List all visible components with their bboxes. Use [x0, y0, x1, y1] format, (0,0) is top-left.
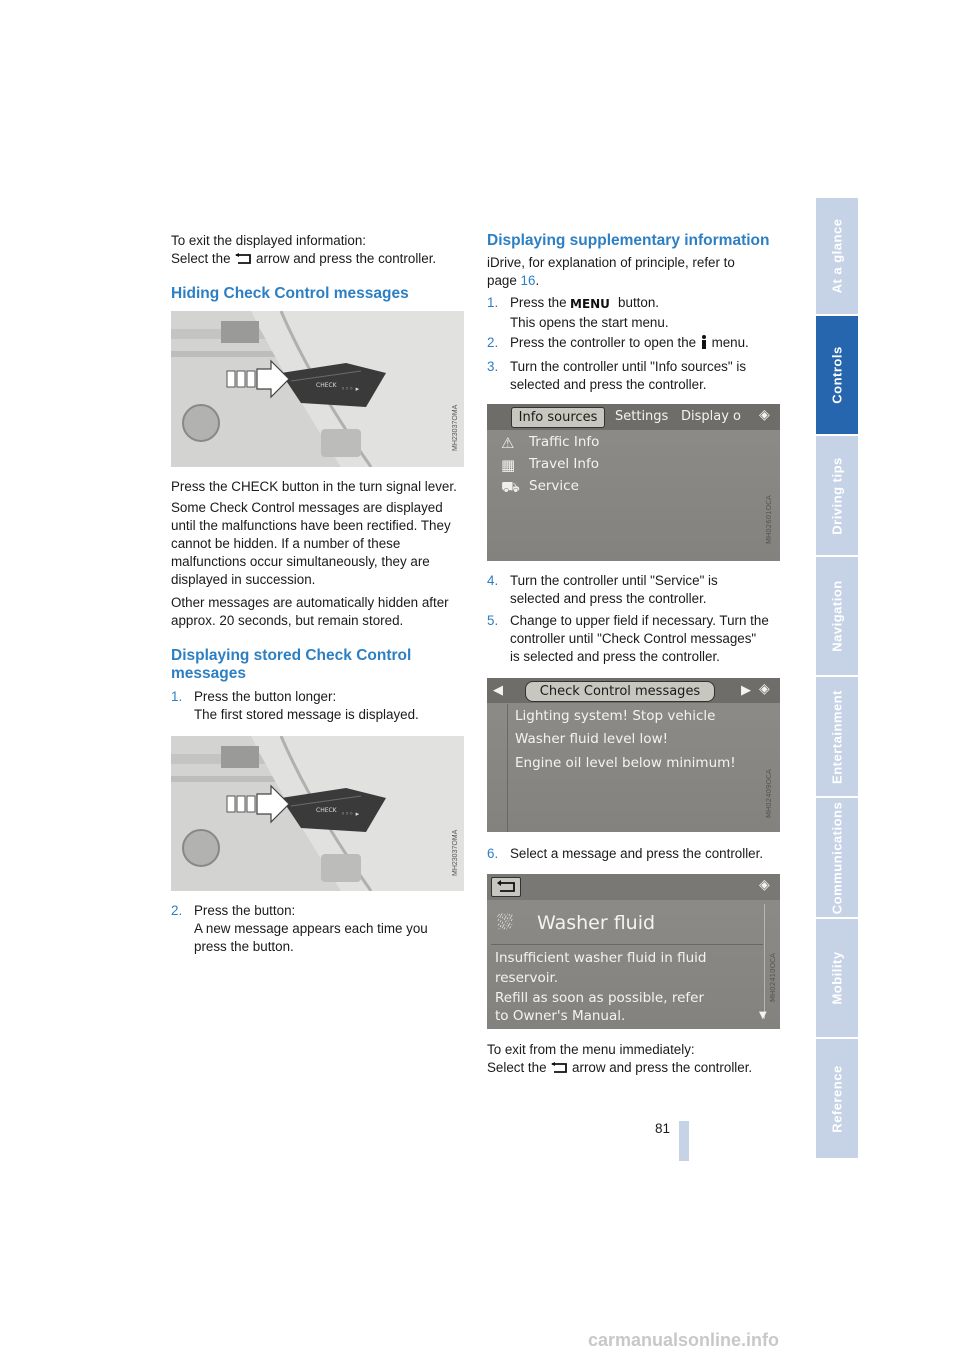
- tab-reference[interactable]: Reference: [816, 1039, 858, 1160]
- tab-display[interactable]: Display o: [681, 409, 742, 424]
- menu-item-traffic-info[interactable]: Traffic Info: [529, 434, 600, 450]
- tab-info-sources[interactable]: Info sources: [511, 407, 605, 428]
- check-control-header[interactable]: Check Control messages: [525, 681, 715, 702]
- washer-body-line1: Insufficient washer fluid in fluid: [495, 950, 707, 966]
- menu-item-travel-info[interactable]: Travel Info: [529, 456, 599, 472]
- svg-text:MENU: MENU: [570, 297, 611, 309]
- stored-step-2: 2. Press the button: A new message appears each time you press the button.: [171, 903, 428, 954]
- info-step-6: 6. Select a message and press the controller.: [487, 846, 764, 861]
- tab-mobility[interactable]: Mobility: [816, 919, 858, 1039]
- tab-controls[interactable]: Controls: [816, 316, 858, 436]
- washer-body-line4: to Owner's Manual.: [495, 1008, 626, 1024]
- back-arrow-icon: [234, 252, 252, 270]
- info-step-5: 5. Change to upper field if necessary. Turn the controller until "Check Control messages" is selected and press the controller.: [487, 613, 769, 664]
- svg-text:◦◦◦ ▸: ◦◦◦ ▸: [341, 810, 360, 818]
- stored-step-1: 1. Press the button longer: The first stored message is displayed.: [171, 689, 419, 722]
- svg-text:◦◦◦ ▸: ◦◦◦ ▸: [341, 385, 360, 393]
- screen3-code: MH02410OCA: [769, 953, 777, 1002]
- right-arrow-icon[interactable]: ▶: [741, 683, 751, 698]
- photo1-code: MH23037OMA: [452, 404, 459, 451]
- tab-driving-tips[interactable]: Driving tips: [816, 436, 858, 557]
- washer-body-line2: reservoir.: [495, 970, 559, 986]
- exit-menu-line1: To exit from the menu immediately:: [487, 1042, 695, 1057]
- info-step-3: 3. Turn the controller until "Info sources" is selected and press the controller.: [487, 359, 747, 392]
- screen1-code: MH02601OCA: [765, 495, 773, 544]
- info-i-icon: [700, 335, 708, 354]
- idrive-screen-washer-fluid: [487, 874, 780, 1029]
- idrive-screen-info-sources: [487, 404, 780, 561]
- svg-text:CHECK: CHECK: [316, 382, 337, 389]
- exit-menu-line2: Select the arrow and press the controller.: [487, 1059, 752, 1079]
- info-step-1: 1. Press the MENU button. This opens the start menu.: [487, 295, 669, 330]
- idrive-screen-check-control: [487, 678, 780, 832]
- tab-communications[interactable]: Communications: [816, 798, 858, 919]
- controller-icon-2: ◈: [759, 681, 770, 697]
- photo2-code: MH23037OMA: [452, 829, 459, 876]
- screen2-code: MH02409OCA: [765, 769, 773, 818]
- message-washer-fluid[interactable]: Washer fluid level low!: [515, 731, 669, 747]
- tab-entertainment[interactable]: Entertainment: [816, 677, 858, 798]
- info-step-2: 2. Press the controller to open the menu.: [487, 334, 503, 352]
- svg-text:CHECK: CHECK: [316, 807, 337, 814]
- left-arrow-icon[interactable]: ◀: [493, 683, 503, 698]
- controller-icon-3: ◈: [759, 877, 770, 893]
- service-car-icon: ⛟: [501, 478, 520, 496]
- info-step-4: 4. Turn the controller until "Service" is selected and press the controller.: [487, 573, 718, 606]
- heading-stored-check-control: Displaying stored Check Control messages: [171, 647, 412, 682]
- scrollbar[interactable]: [764, 904, 765, 1019]
- exit-instruction-line1: To exit the displayed information:: [171, 233, 367, 248]
- washer-fluid-icon: ⛆: [497, 910, 513, 934]
- back-arrow-icon-screen: [492, 878, 520, 896]
- page-number-bar: [679, 1121, 689, 1161]
- tab-settings-screen[interactable]: Settings: [615, 409, 669, 424]
- turn-signal-lever-photo: [171, 311, 464, 467]
- watermark: carmanualsonline.info: [588, 1330, 780, 1350]
- back-arrow-icon-2: [550, 1061, 568, 1079]
- scroll-down-icon[interactable]: ▼: [759, 1010, 767, 1021]
- page-number: 81: [654, 1121, 670, 1136]
- turn-signal-lever-photo-2: [171, 736, 464, 891]
- tab-at-a-glance[interactable]: At a glance: [816, 198, 858, 316]
- menu-item-service[interactable]: Service: [529, 478, 579, 494]
- page-16-link[interactable]: 16: [520, 273, 536, 288]
- menu-button-icon: [570, 296, 614, 314]
- controller-icon: ◈: [759, 407, 770, 423]
- chapter-sidebar: [816, 198, 858, 1160]
- hiding-paragraph-1: Press the CHECK button in the turn signal lever.: [171, 479, 457, 494]
- washer-fluid-title: Washer fluid: [537, 912, 656, 934]
- hiding-paragraph-2: Some Check Control messages are displayed until the malfunctions have been rectified. They cannot be hidden. If a number of these malfunctions occur simultaneously, they are displayed in succession.: [171, 500, 451, 587]
- traffic-warning-icon: ⚠: [501, 434, 515, 452]
- message-lighting-system[interactable]: Lighting system! Stop vehicle: [515, 708, 716, 724]
- travel-info-icon: ▦: [501, 456, 516, 474]
- heading-supplementary-info: Displaying supplementary information: [487, 232, 770, 249]
- hiding-paragraph-3: Other messages are automatically hidden after approx. 20 seconds, but remain stored.: [171, 595, 449, 628]
- message-engine-oil[interactable]: Engine oil level below minimum!: [515, 755, 736, 771]
- tab-navigation[interactable]: Navigation: [816, 557, 858, 677]
- intro-line2: page 16.: [487, 273, 540, 288]
- washer-body-line3: Refill as soon as possible, refer: [495, 990, 704, 1006]
- back-button[interactable]: [491, 877, 521, 897]
- exit-instruction-line2: Select the arrow and press the controller.: [171, 250, 436, 270]
- heading-hiding-check-control: Hiding Check Control messages: [171, 285, 409, 302]
- intro-line1: iDrive, for explanation of principle, refer to: [487, 255, 735, 270]
